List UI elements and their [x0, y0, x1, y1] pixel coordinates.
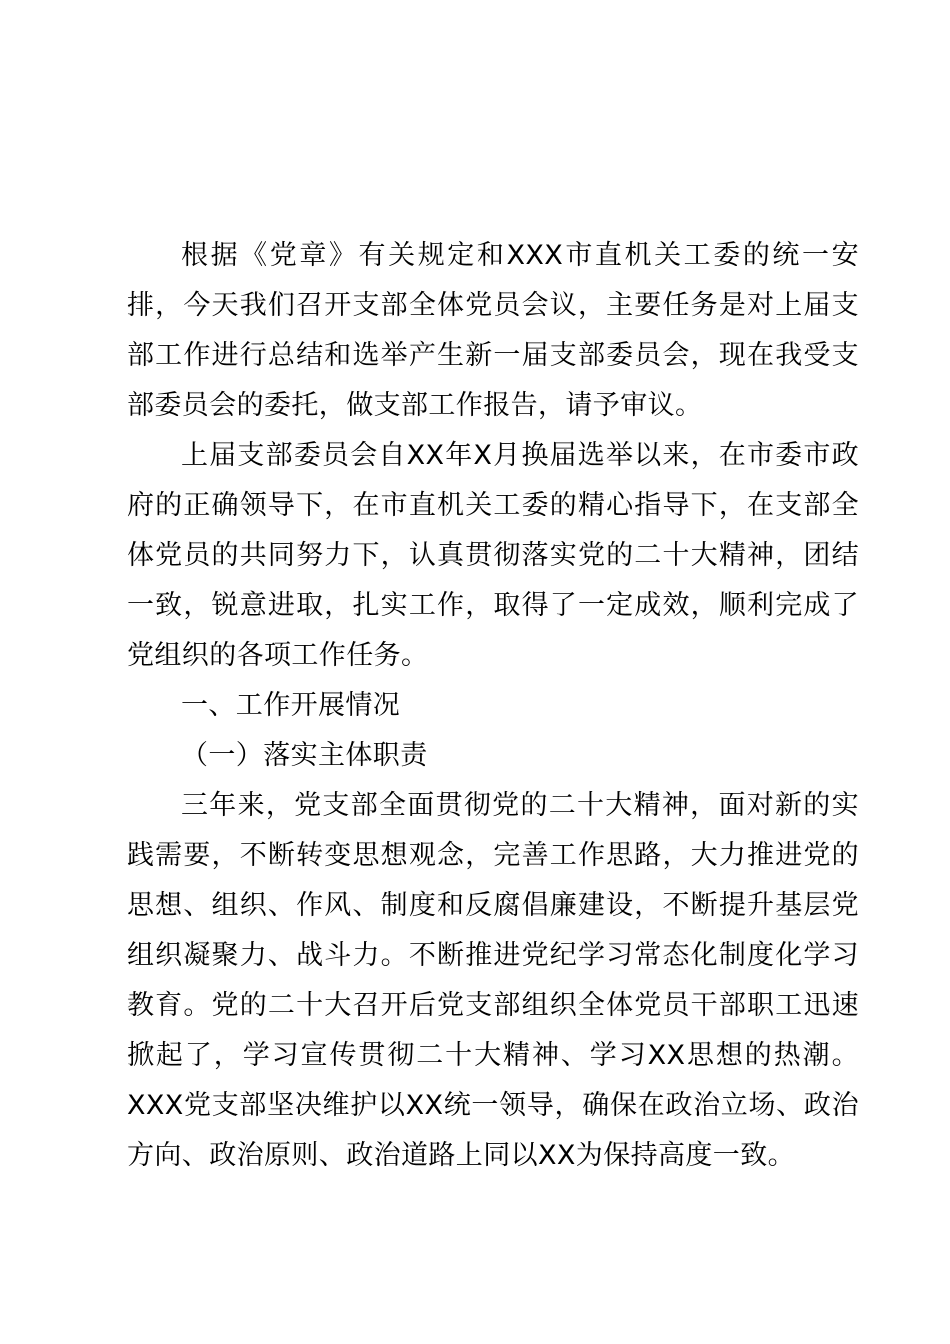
section-heading-1: 一、工作开展情况: [181, 690, 401, 721]
paragraph-section-1-1: 三年来，党支部全面贯彻党的二十大精神，面对新的实践需要，不断转变思想观念，完善工作思路，大力推进党的思想、组织、作风、制度和反腐倡廉建设，不断提升基层党组织凝聚力、战斗力。不断推进党纪学习常态化制度化学习教育。党的二十大召开后党支部组织全体党员干部职工迅速掀起了，学习宣传贯彻二十大精神、学习XX思想的热潮。XXX党支部坚决维护以XX统一领导，确保在政治立场、政治方向、政治原则、政治道路上同以XX为保持高度一致。: [127, 790, 859, 1171]
subsection-heading-1-1: （一）落实主体职责: [181, 740, 428, 771]
paragraph-review: 上届支部委员会自XX年X月换届选举以来，在市委市政府的正确领导下，在市直机关工委的精心指导下，在支部全体党员的共同努力下，认真贯彻落实党的二十大精神，团结一致，锐意进取，扎实工作，取得了一定成效，顺利完成了党组织的各项工作任务。: [127, 440, 859, 671]
paragraph-intro: 根据《党章》有关规定和XXX市直机关工委的统一安排，今天我们召开支部全体党员会议，主要任务是对上届支部工作进行总结和选举产生新一届支部委员会，现在我受支部委员会的委托，做支部工作报告，请予审议。: [127, 240, 859, 421]
document-body: [127, 231, 859, 1181]
